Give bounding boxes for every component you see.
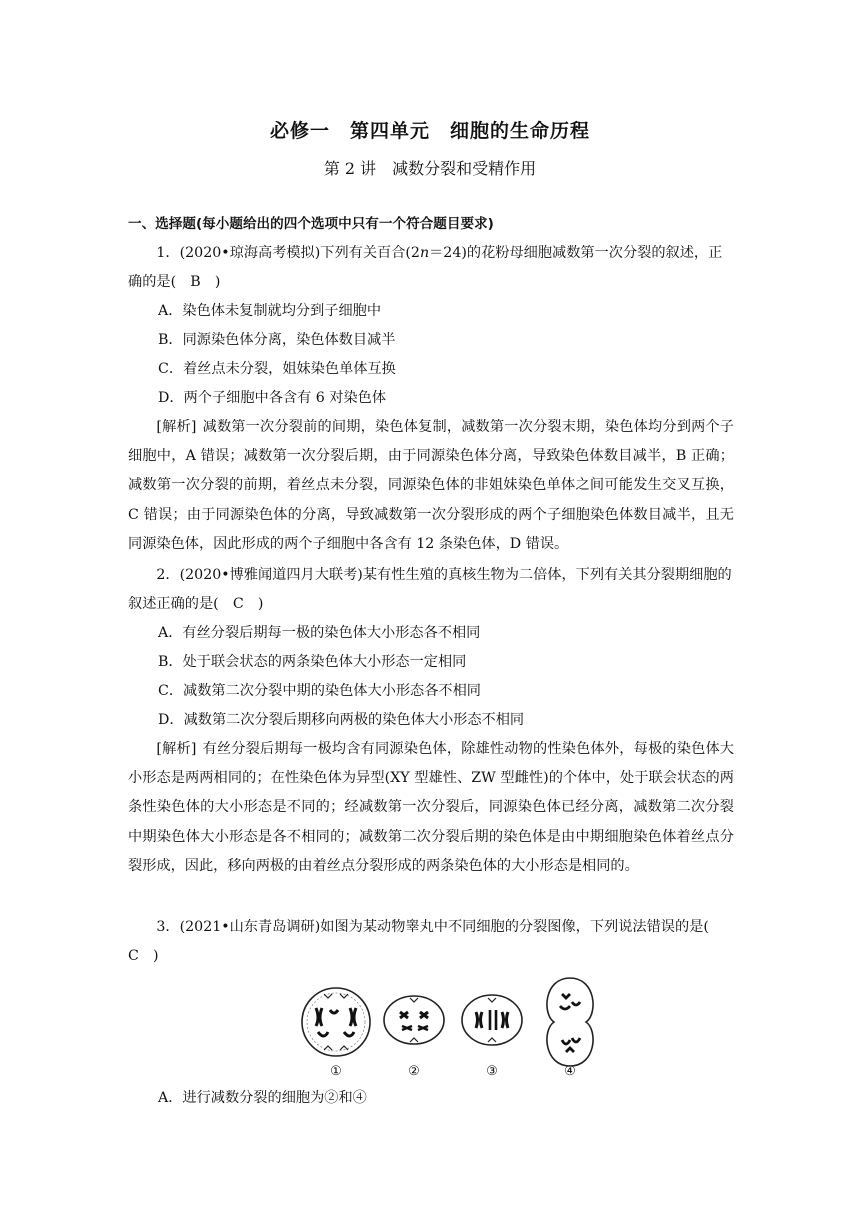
question-3-option-a: A．进行减数分裂的细胞为②和④ <box>158 1090 367 1106</box>
question-3-stem: 3．(2021•山东青岛调研)如图为某动物睾丸中不同细胞的分裂图像，下列说法错误的是( C ) <box>128 919 724 965</box>
cell-1-diagram <box>302 988 370 1056</box>
question-2-option-a: A．有丝分裂后期每一极的染色体大小形态各不相同 <box>158 625 481 641</box>
question-1-analysis <box>128 413 734 559</box>
figure-label-4: ④ <box>564 1064 576 1079</box>
figure-label-1: ① <box>330 1064 342 1079</box>
question-1-option-b: B．同源染色体分离，染色体数目减半 <box>158 332 396 348</box>
question-2-option-d: D．减数第二次分裂后期移向两极的染色体大小形态不相同 <box>158 712 525 728</box>
question-1-option-d: D．两个子细胞中各含有 6 对染色体 <box>158 390 387 406</box>
cell-4-diagram <box>547 978 593 1066</box>
question-2-option-c: C．减数第二次分裂中期的染色体大小形态各不相同 <box>158 683 481 699</box>
analysis-text: 减数第一次分裂前的间期，染色体复制，减数第一次分裂末期，染色体均分到两个子细胞中，A 错误；减数第一次分裂后期，由于同源染色体分离，导致染色体数目减半，B 正确；减数第一次分裂的前期，着丝点未分裂，同源染色体的非姐妹染色单体之间可能发生交叉互换，C 错误；由于同源染色体的分离，导致减数第一次分裂形成的两个子细胞染色体数目减半，且无同源染色体，因此形成的两个子细胞中各含有 12 条染色体，D 错误。 <box>128 419 734 552</box>
figure-label-2: ② <box>408 1064 420 1079</box>
analysis-text: 有丝分裂后期每一极均含有同源染色体，除雄性动物的性染色体外，每极的染色体大小形态是两两相同的；在性染色体为异型(XY 型雄性、ZW 型雌性)的个体中，处于联会状态的两条性染色体的大小形态是不同的；经减数第一次分裂后，同源染色体已经分离，减数第二次分裂中期染色体大小形态是各不相同的；减数第二次分裂后期的染色体是由中期细胞染色体着丝点分裂形成，因此，移向两极的由着丝点分裂形成的两条染色体的大小形态是相同的。 <box>128 741 734 874</box>
cell-3-diagram <box>462 995 522 1045</box>
question-1-stem <box>128 239 734 297</box>
cell-2-diagram <box>384 996 444 1044</box>
variable-n: n <box>419 245 430 261</box>
question-1-stem-part-b: ＝24)的花粉母细胞减数第一次分裂的叙述，正确的是( B ) <box>128 245 723 291</box>
lesson-subtitle: 第 2 讲 减数分裂和受精作用 <box>323 159 537 178</box>
question-2-option-b: B．处于联会状态的两条染色体大小形态一定相同 <box>158 654 467 670</box>
analysis-tag: [解析] <box>156 419 197 435</box>
question-1-option-a: A．染色体未复制就均分到子细胞中 <box>158 303 382 319</box>
page-title: 必修一 第四单元 细胞的生命历程 <box>269 120 590 142</box>
question-1-stem-part-a: 1．(2020•琼海高考模拟)下列有关百合(2 <box>156 245 420 261</box>
question-2-stem: 2．(2020•博雅闻道四月大联考)某有性生殖的真核生物为二倍体，下列有关其分裂期细胞的叙述正确的是( C ) <box>128 567 732 613</box>
question-1-option-c: C．着丝点未分裂，姐妹染色单体互换 <box>158 361 396 377</box>
section-heading: 一、选择题(每小题给出的四个选项中只有一个符合题目要求) <box>128 216 494 232</box>
question-2-analysis <box>128 735 734 881</box>
figure-label-3: ③ <box>486 1064 498 1079</box>
analysis-tag: [解析] <box>156 741 197 757</box>
